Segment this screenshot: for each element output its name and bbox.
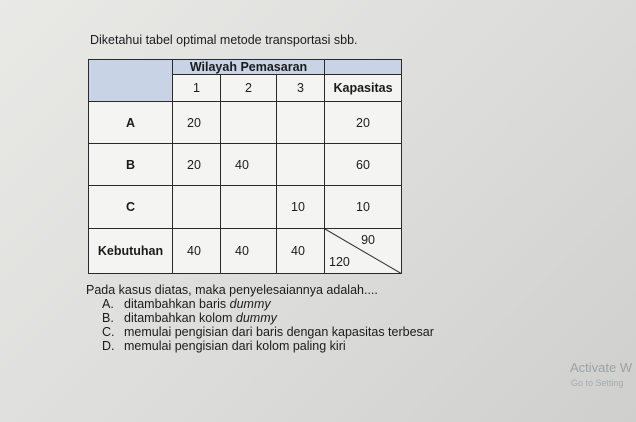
- demand-cell: 40: [221, 229, 277, 274]
- activation-watermark: Activate W: [570, 360, 633, 375]
- cell: 20: [173, 102, 221, 144]
- row-label: A: [89, 102, 173, 144]
- table-row: [89, 186, 402, 229]
- col-header-3: 3: [277, 75, 325, 102]
- cell: 40: [221, 144, 277, 186]
- demand-cell: 40: [277, 229, 325, 274]
- activation-watermark-sub: Go to Setting: [571, 378, 624, 388]
- demand-cell: 40: [173, 229, 221, 274]
- table-row: [89, 229, 402, 274]
- cell: 20: [173, 144, 221, 186]
- capacity-cell: 20: [325, 102, 402, 144]
- transport-table: [88, 59, 402, 274]
- row-label: C: [89, 186, 173, 229]
- cell: [277, 144, 325, 186]
- total-supply: 90: [361, 233, 375, 247]
- option-a[interactable]: A. ditambahkan baris dummy: [102, 297, 271, 311]
- table-row: [89, 102, 402, 144]
- option-d[interactable]: D. memulai pengisian dari kolom paling kiri: [102, 339, 346, 353]
- cell: [277, 102, 325, 144]
- cell: [173, 186, 221, 229]
- question-text: Pada kasus diatas, maka penyelesaiannya adalah....: [86, 283, 378, 297]
- option-c[interactable]: C. memulai pengisian dari baris dengan kapasitas terbesar: [102, 325, 434, 339]
- col-header-1: 1: [173, 75, 221, 102]
- option-b[interactable]: B. ditambahkan kolom dummy: [102, 311, 277, 325]
- total-cell: [325, 229, 402, 274]
- table-row: [89, 144, 402, 186]
- col-header-2: 2: [221, 75, 277, 102]
- capacity-header-top: [325, 60, 402, 75]
- cell: [221, 102, 277, 144]
- cell: 10: [277, 186, 325, 229]
- intro-text: Diketahui tabel optimal metode transportasi sbb.: [90, 33, 358, 47]
- capacity-cell: 60: [325, 144, 402, 186]
- row-label: B: [89, 144, 173, 186]
- answer-options: [102, 297, 434, 353]
- cell: [221, 186, 277, 229]
- group-header: Wilayah Pemasaran: [173, 60, 325, 75]
- capacity-header: Kapasitas: [325, 75, 402, 102]
- corner-cell: [89, 60, 173, 102]
- capacity-cell: 10: [325, 186, 402, 229]
- total-demand: 120: [329, 255, 350, 269]
- demand-label: Kebutuhan: [89, 229, 173, 274]
